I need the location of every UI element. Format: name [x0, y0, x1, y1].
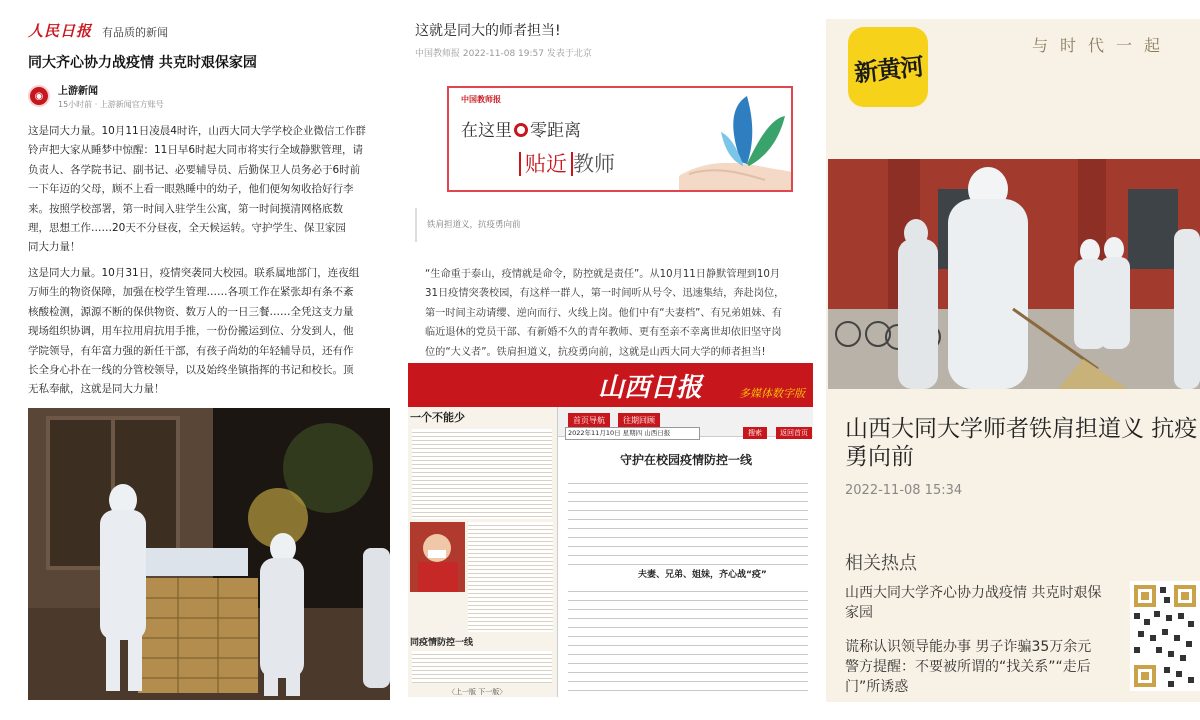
- article-body: [425, 265, 813, 362]
- text-line: 第一时间主动请缨、逆向而行、火线上岗。他们中有“夫妻档”、有兄弟姐妹、有: [425, 307, 782, 319]
- article-meta: 中国教师报 2022-11-08 19:57 发表于北京: [415, 49, 592, 59]
- text-line: 万师生的物资保障，加强在校学生管理……各项工作在紧张却有条不紊: [28, 286, 354, 299]
- text-line: 临近退休的党员干部、有新婚不久的青年教师、更有至亲不幸离世却依旧坚守岗: [425, 327, 782, 339]
- hand-butterfly-illustration: [669, 88, 793, 190]
- text-line: 理，思想工作……20天不分昼夜，全天候运转。守护学生、保卫家园: [28, 222, 346, 235]
- related-item[interactable]: 谎称认识领导能办事 男子诈骗35万余元 警方提醒：不要被所谓的“找关系”“走后门”所诱惑: [845, 639, 1092, 695]
- pull-quote: 铁肩担道义，抗疫勇向前: [415, 208, 805, 242]
- text-line: 负责人、各学院书记、副书记、必要辅导员、后勤保卫人员务必于6时前: [28, 163, 361, 176]
- text-line: 一下年迈的父母，顾不上看一眼熟睡中的幼子，他们便匆匆收拾好行李: [28, 183, 354, 196]
- author-meta: 15小时前 · 上游新闻官方账号: [58, 100, 164, 109]
- promo-banner[interactable]: [447, 86, 793, 192]
- qr-code: [1130, 581, 1200, 691]
- article-date: 2022-11-08 15:34: [845, 483, 963, 498]
- text-line: 这是同大力量。10月31日，疫情突袭同大校园。联系属地部门，连夜组: [28, 267, 360, 279]
- article-photo-workers-sweeping: [828, 159, 1200, 389]
- article-photo-workers-carrying-boxes: [28, 408, 390, 700]
- page-pager[interactable]: 〈上一版 下一版〉: [448, 688, 507, 696]
- text-line: 来。按照学校部署，第一时间入驻学生公寓，第一时间摸清网格底数: [28, 202, 343, 215]
- article-subhead: 夫妻、兄弟、姐妹，齐心战“疫”: [638, 570, 767, 580]
- brand-slogan: 有品质的新闻: [102, 26, 169, 39]
- article-paragraph-2: [28, 264, 390, 400]
- article-title: 这就是同大的师者担当!: [415, 23, 561, 39]
- app-logo[interactable]: [848, 27, 928, 107]
- text-line: 这是同大力量。10月11日凌晨4时许，山西大同大学学校企业微信工作群: [28, 125, 366, 137]
- article-panel-new-yellow-river: [826, 19, 1200, 702]
- thumbnail-text-block: [468, 522, 553, 632]
- article-text-block: [568, 475, 808, 565]
- nav-button-home[interactable]: 首页导航: [568, 413, 610, 428]
- nav-button-archive[interactable]: 往期回顾: [618, 413, 660, 428]
- text-line: 无私奉献，这就是同大力量！: [28, 383, 165, 396]
- newspaper-digital-edition: [408, 363, 813, 703]
- thumbnail-headline: 一个不能少: [410, 411, 465, 424]
- text-line: 长全身心扑在一线的分管校领导，以及始终坐镇指挥的书记和校长。顶: [28, 364, 354, 377]
- banner-text: 在这里: [461, 121, 512, 141]
- banner-line-2: [519, 148, 615, 178]
- ring-icon: [514, 123, 528, 137]
- text-line: 铃声把大家从睡梦中惊醒：11日早6时起大同市将实行全域静默管理，请: [28, 144, 364, 157]
- masthead-title: 山西日报: [598, 373, 703, 403]
- app-logo-text: 新黄河: [852, 50, 925, 88]
- thumbnail-photo: [410, 522, 465, 592]
- text-line: 31日疫情突袭校园，有这样一群人，第一时间听从号令、迅速集结，奔赴岗位，: [425, 288, 785, 300]
- article-headline: 山西大同大学师者铁肩担道义 抗疫勇向前: [845, 416, 1198, 470]
- masthead-tag: 多媒体数字版: [739, 387, 805, 400]
- text-line: 同大力量！: [28, 241, 81, 254]
- newspaper-page-thumbnail[interactable]: [408, 407, 558, 697]
- related-section-title: 相关热点: [845, 553, 917, 574]
- brand-header: [28, 20, 168, 41]
- text-line: 位的“大义者”。铁肩担道义，抗疫勇向前，这就是山西大同大学的师者担当!: [425, 346, 766, 358]
- article-title: 守护在校园疫情防控一线: [620, 453, 753, 467]
- thumbnail-text-block: [412, 429, 552, 519]
- banner-line-1: [461, 116, 581, 141]
- text-line: “生命重于泰山，疫情就是命令，防控就是责任”。从10月11日静默管理到10月: [425, 269, 781, 280]
- related-item[interactable]: 山西大同大学齐心协力战疫情 共克时艰保家园: [845, 585, 1102, 621]
- article-panel-people: [0, 0, 400, 720]
- app-tagline: 与时代一起: [1032, 36, 1173, 55]
- banner-highlight: 贴近: [519, 152, 573, 176]
- date-select[interactable]: 2022年11月10日 星期四 山西日报: [565, 427, 700, 440]
- article-text-block: [568, 583, 808, 699]
- banner-text: 零距离: [530, 121, 581, 141]
- article-paragraph-1: [28, 122, 390, 258]
- newspaper-toolbar: [563, 427, 813, 441]
- text-line: 核酸检测，源源不断的保供物资、数万人的一日三餐……全凭这支力量: [28, 305, 354, 318]
- thumbnail-text-block: [412, 651, 552, 683]
- brand-logo: 人民日报: [28, 22, 93, 40]
- back-home-button[interactable]: 返回首页: [776, 427, 812, 439]
- text-line: 现场组织协调，用车拉用肩抗用手推，一份份搬运到位、分发到人，他: [28, 325, 354, 338]
- search-button[interactable]: 搜索: [743, 427, 767, 439]
- author-row[interactable]: [28, 82, 164, 110]
- article-headline: 同大齐心协力战疫情 共克时艰保家园: [28, 55, 257, 71]
- banner-text: 教师: [573, 152, 615, 176]
- author-name[interactable]: 上游新闻: [58, 86, 98, 97]
- text-line: 学院领导，有年富力强的新任干部，有孩子尚幼的年轻辅导员，还有作: [28, 344, 354, 357]
- avatar[interactable]: ◉: [28, 85, 50, 107]
- newspaper-masthead: [408, 363, 813, 407]
- banner-paper-name: 中国教师报: [461, 94, 501, 104]
- thumbnail-caption: 同疫情防控一线: [410, 638, 474, 648]
